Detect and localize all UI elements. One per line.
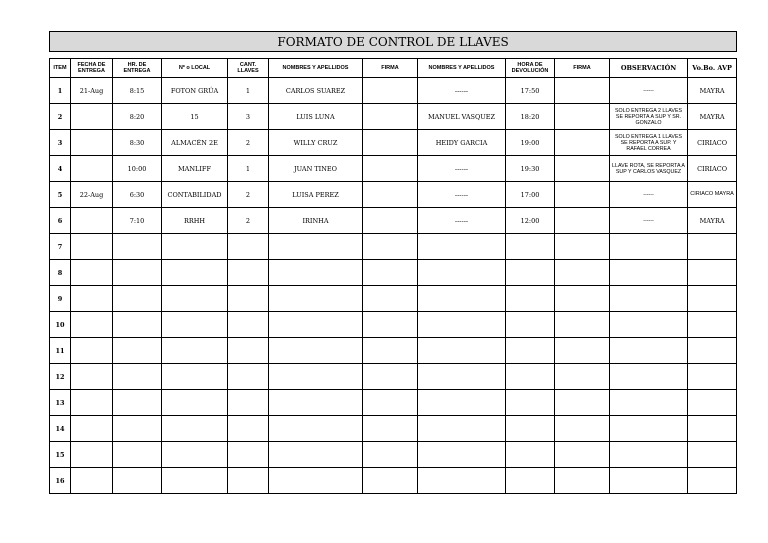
receiver-signature-cell	[363, 364, 418, 390]
receiver-signature-cell	[363, 468, 418, 494]
header-key-count: CANT. LLAVES	[228, 59, 269, 78]
location-cell	[162, 286, 228, 312]
delivery-date-cell	[71, 416, 113, 442]
delivery-date-cell	[71, 312, 113, 338]
approval-cell	[688, 468, 737, 494]
key-count-cell	[228, 234, 269, 260]
returner-name-cell	[418, 442, 506, 468]
header-returner-signature: FIRMA	[555, 59, 610, 78]
receiver-signature-cell	[363, 104, 418, 130]
return-time-cell: 18:20	[506, 104, 555, 130]
return-time-cell: 17:50	[506, 78, 555, 104]
returner-name-cell: ------	[418, 208, 506, 234]
observation-cell: SOLO ENTREGA 2 LLAVES SE REPORTA A SUP Y SR. GONZALO	[610, 104, 688, 130]
return-time-cell: 17:00	[506, 182, 555, 208]
return-time-cell	[506, 260, 555, 286]
header-location: Nº o LOCAL	[162, 59, 228, 78]
item-number-cell: 8	[50, 260, 71, 286]
delivery-time-cell: 8:15	[113, 78, 162, 104]
returner-name-cell	[418, 260, 506, 286]
location-cell: FOTON GRÚA	[162, 78, 228, 104]
location-cell: 15	[162, 104, 228, 130]
item-number-cell: 3	[50, 130, 71, 156]
receiver-name-cell	[269, 312, 363, 338]
location-cell	[162, 312, 228, 338]
returner-signature-cell	[555, 338, 610, 364]
item-number-cell: 7	[50, 234, 71, 260]
delivery-date-cell	[71, 130, 113, 156]
receiver-name-cell	[269, 234, 363, 260]
returner-name-cell	[418, 468, 506, 494]
delivery-time-cell: 7:10	[113, 208, 162, 234]
location-cell	[162, 234, 228, 260]
return-time-cell	[506, 234, 555, 260]
item-number-cell: 13	[50, 390, 71, 416]
receiver-signature-cell	[363, 78, 418, 104]
observation-cell	[610, 468, 688, 494]
table-row	[50, 260, 737, 286]
receiver-signature-cell	[363, 286, 418, 312]
returner-name-cell: MANUEL VASQUEZ	[418, 104, 506, 130]
table-row	[50, 130, 737, 156]
receiver-name-cell	[269, 260, 363, 286]
delivery-time-cell	[113, 390, 162, 416]
returner-signature-cell	[555, 312, 610, 338]
approval-cell: CIRIACO MAYRA	[688, 182, 737, 208]
delivery-time-cell: 8:20	[113, 104, 162, 130]
table-row	[50, 364, 737, 390]
delivery-time-cell	[113, 234, 162, 260]
header-delivery-date: FECHA DE ENTREGA	[71, 59, 113, 78]
approval-cell: MAYRA	[688, 208, 737, 234]
receiver-signature-cell	[363, 390, 418, 416]
approval-cell: MAYRA	[688, 104, 737, 130]
returner-signature-cell	[555, 286, 610, 312]
receiver-name-cell: CARLOS SUAREZ	[269, 78, 363, 104]
location-cell: ALMACÉN 2E	[162, 130, 228, 156]
return-time-cell	[506, 338, 555, 364]
delivery-time-cell	[113, 338, 162, 364]
returner-signature-cell	[555, 234, 610, 260]
key-count-cell	[228, 416, 269, 442]
delivery-time-cell: 8:30	[113, 130, 162, 156]
header-receiver-name: NOMBRES Y APELLIDOS	[269, 59, 363, 78]
returner-name-cell	[418, 338, 506, 364]
return-time-cell: 19:00	[506, 130, 555, 156]
table-row	[50, 208, 737, 234]
location-cell	[162, 338, 228, 364]
approval-cell: MAYRA	[688, 78, 737, 104]
return-time-cell	[506, 364, 555, 390]
returner-name-cell: HEIDY GARCIA	[418, 130, 506, 156]
key-count-cell	[228, 442, 269, 468]
delivery-date-cell	[71, 390, 113, 416]
observation-cell: SOLO ENTREGA 1 LLAVES SE REPORTA A SUP. Y RAFAEL CORREA	[610, 130, 688, 156]
delivery-date-cell	[71, 338, 113, 364]
returner-name-cell	[418, 234, 506, 260]
table-row	[50, 468, 737, 494]
location-cell: RRHH	[162, 208, 228, 234]
receiver-signature-cell	[363, 338, 418, 364]
key-count-cell: 1	[228, 78, 269, 104]
returner-name-cell	[418, 364, 506, 390]
receiver-signature-cell	[363, 234, 418, 260]
delivery-time-cell	[113, 286, 162, 312]
returner-signature-cell	[555, 130, 610, 156]
location-cell: CONTABILIDAD	[162, 182, 228, 208]
returner-signature-cell	[555, 364, 610, 390]
receiver-signature-cell	[363, 208, 418, 234]
key-count-cell: 2	[228, 208, 269, 234]
document-title: FORMATO DE CONTROL DE LLAVES	[50, 32, 737, 52]
header-approval: Vo.Bo. AVP	[688, 59, 737, 78]
observation-cell: LLAVE ROTA, SE REPORTA A SUP Y CARLOS VASQUEZ	[610, 156, 688, 182]
returner-name-cell: ------	[418, 156, 506, 182]
delivery-date-cell: 22-Aug	[71, 182, 113, 208]
header-item: ITEM	[50, 59, 71, 78]
returner-signature-cell	[555, 78, 610, 104]
key-count-cell	[228, 260, 269, 286]
receiver-signature-cell	[363, 416, 418, 442]
approval-cell	[688, 390, 737, 416]
item-number-cell: 12	[50, 364, 71, 390]
returner-name-cell	[418, 312, 506, 338]
item-number-cell: 10	[50, 312, 71, 338]
return-time-cell	[506, 286, 555, 312]
receiver-signature-cell	[363, 312, 418, 338]
item-number-cell: 14	[50, 416, 71, 442]
observation-cell	[610, 364, 688, 390]
key-count-cell: 2	[228, 130, 269, 156]
returner-name-cell	[418, 286, 506, 312]
approval-cell	[688, 338, 737, 364]
approval-cell	[688, 234, 737, 260]
approval-cell: CIRIACO	[688, 156, 737, 182]
delivery-time-cell: 10:00	[113, 156, 162, 182]
observation-cell: ------	[610, 208, 688, 234]
return-time-cell	[506, 416, 555, 442]
returner-signature-cell	[555, 182, 610, 208]
delivery-date-cell	[71, 286, 113, 312]
approval-cell	[688, 364, 737, 390]
header-receiver-signature: FIRMA	[363, 59, 418, 78]
return-time-cell: 19:30	[506, 156, 555, 182]
key-count-cell: 1	[228, 156, 269, 182]
return-time-cell: 12:00	[506, 208, 555, 234]
receiver-name-cell: IRINHA	[269, 208, 363, 234]
delivery-date-cell	[71, 156, 113, 182]
key-control-table	[49, 31, 737, 494]
item-number-cell: 9	[50, 286, 71, 312]
approval-cell	[688, 442, 737, 468]
table-row	[50, 104, 737, 130]
receiver-name-cell: LUISA PEREZ	[269, 182, 363, 208]
delivery-date-cell	[71, 364, 113, 390]
item-number-cell: 2	[50, 104, 71, 130]
observation-cell	[610, 260, 688, 286]
location-cell	[162, 390, 228, 416]
item-number-cell: 11	[50, 338, 71, 364]
receiver-signature-cell	[363, 260, 418, 286]
delivery-date-cell	[71, 104, 113, 130]
item-number-cell: 6	[50, 208, 71, 234]
receiver-signature-cell	[363, 156, 418, 182]
returner-signature-cell	[555, 416, 610, 442]
receiver-name-cell	[269, 442, 363, 468]
returner-signature-cell	[555, 208, 610, 234]
delivery-date-cell	[71, 260, 113, 286]
delivery-time-cell	[113, 364, 162, 390]
observation-cell: ------	[610, 182, 688, 208]
key-control-sheet	[49, 31, 736, 494]
delivery-time-cell	[113, 312, 162, 338]
item-number-cell: 5	[50, 182, 71, 208]
receiver-name-cell	[269, 416, 363, 442]
receiver-name-cell	[269, 338, 363, 364]
receiver-name-cell	[269, 390, 363, 416]
location-cell	[162, 442, 228, 468]
item-number-cell: 1	[50, 78, 71, 104]
delivery-time-cell	[113, 260, 162, 286]
observation-cell	[610, 286, 688, 312]
observation-cell: ------	[610, 78, 688, 104]
header-returner-name: NOMBRES Y APELLIDOS	[418, 59, 506, 78]
observation-cell	[610, 390, 688, 416]
location-cell: MANLIFF	[162, 156, 228, 182]
receiver-name-cell: WILLY CRUZ	[269, 130, 363, 156]
observation-cell	[610, 416, 688, 442]
receiver-signature-cell	[363, 130, 418, 156]
returner-signature-cell	[555, 104, 610, 130]
approval-cell	[688, 286, 737, 312]
item-number-cell: 4	[50, 156, 71, 182]
receiver-signature-cell	[363, 442, 418, 468]
table-row	[50, 312, 737, 338]
observation-cell	[610, 312, 688, 338]
table-row	[50, 390, 737, 416]
receiver-name-cell	[269, 286, 363, 312]
delivery-time-cell	[113, 442, 162, 468]
title-spacer	[50, 52, 737, 59]
location-cell	[162, 416, 228, 442]
key-count-cell: 3	[228, 104, 269, 130]
location-cell	[162, 364, 228, 390]
header-observation: OBSERVACIÓN	[610, 59, 688, 78]
key-count-cell	[228, 286, 269, 312]
return-time-cell	[506, 390, 555, 416]
item-number-cell: 15	[50, 442, 71, 468]
delivery-date-cell	[71, 234, 113, 260]
returner-signature-cell	[555, 260, 610, 286]
approval-cell	[688, 416, 737, 442]
key-count-cell	[228, 338, 269, 364]
location-cell	[162, 260, 228, 286]
header-row	[50, 59, 737, 78]
header-delivery-time: HR. DE ENTREGA	[113, 59, 162, 78]
return-time-cell	[506, 312, 555, 338]
delivery-date-cell	[71, 468, 113, 494]
key-count-cell	[228, 364, 269, 390]
return-time-cell	[506, 442, 555, 468]
delivery-date-cell	[71, 442, 113, 468]
delivery-date-cell	[71, 208, 113, 234]
table-row	[50, 234, 737, 260]
observation-cell	[610, 234, 688, 260]
receiver-name-cell	[269, 364, 363, 390]
table-row	[50, 182, 737, 208]
returner-name-cell	[418, 416, 506, 442]
returner-signature-cell	[555, 156, 610, 182]
key-log-rows	[50, 78, 737, 494]
key-count-cell: 2	[228, 182, 269, 208]
returner-name-cell	[418, 390, 506, 416]
approval-cell	[688, 260, 737, 286]
observation-cell	[610, 338, 688, 364]
table-row	[50, 156, 737, 182]
returner-signature-cell	[555, 390, 610, 416]
receiver-signature-cell	[363, 182, 418, 208]
returner-name-cell: ------	[418, 78, 506, 104]
table-row	[50, 286, 737, 312]
receiver-name-cell	[269, 468, 363, 494]
delivery-date-cell: 21-Aug	[71, 78, 113, 104]
receiver-name-cell: JUAN TINEO	[269, 156, 363, 182]
approval-cell	[688, 312, 737, 338]
location-cell	[162, 468, 228, 494]
header-return-time: HORA DE DEVOLUCIÓN	[506, 59, 555, 78]
item-number-cell: 16	[50, 468, 71, 494]
delivery-time-cell: 6:30	[113, 182, 162, 208]
receiver-name-cell: LUIS LUNA	[269, 104, 363, 130]
key-count-cell	[228, 390, 269, 416]
table-row	[50, 338, 737, 364]
approval-cell: CIRIACO	[688, 130, 737, 156]
returner-signature-cell	[555, 442, 610, 468]
key-count-cell	[228, 312, 269, 338]
table-row	[50, 78, 737, 104]
returner-signature-cell	[555, 468, 610, 494]
table-row	[50, 442, 737, 468]
table-row	[50, 416, 737, 442]
delivery-time-cell	[113, 416, 162, 442]
observation-cell	[610, 442, 688, 468]
delivery-time-cell	[113, 468, 162, 494]
returner-name-cell: ------	[418, 182, 506, 208]
key-count-cell	[228, 468, 269, 494]
return-time-cell	[506, 468, 555, 494]
